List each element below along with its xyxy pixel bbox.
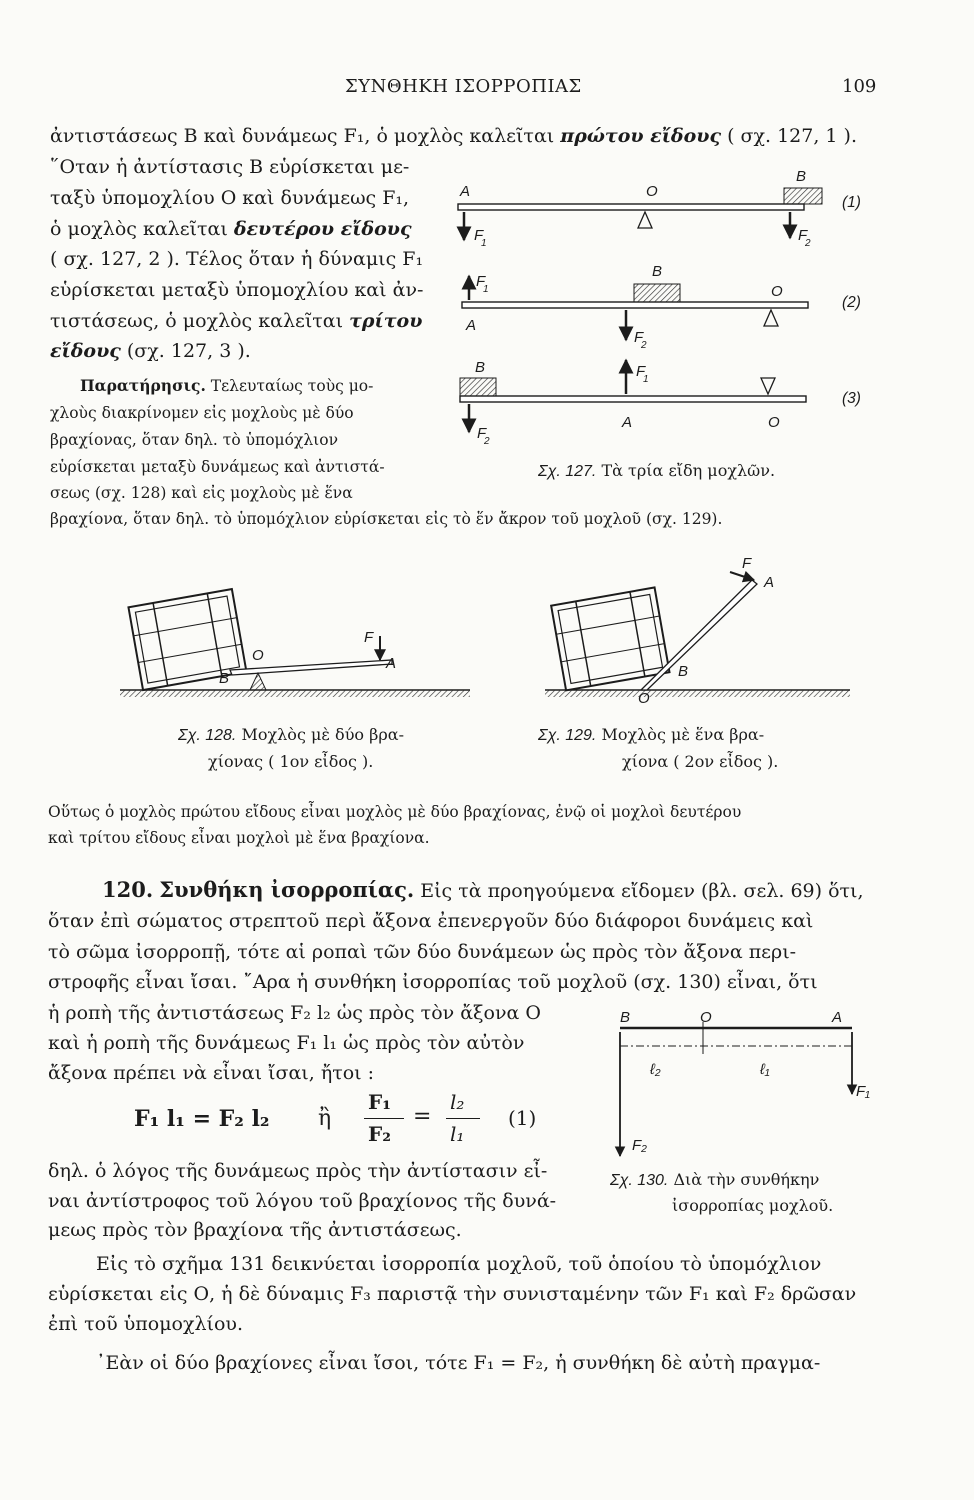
label-f: F bbox=[798, 227, 808, 244]
remark-line-1: Παρατήρησις. Τελευταίως τοὺς μο- bbox=[80, 376, 374, 395]
label-b: B bbox=[475, 359, 486, 376]
label-b: B bbox=[219, 670, 230, 687]
after-eq-line-2: ναι ἀντίστροφος τοῦ λόγου τοῦ βραχίονος τῆς δυνά- bbox=[48, 1190, 557, 1212]
lever-second-kind bbox=[462, 263, 808, 351]
resistance-block bbox=[784, 188, 822, 204]
resistance-block bbox=[634, 284, 680, 302]
equation-or: ἢ bbox=[318, 1106, 332, 1131]
remark-line-6: βραχίονα, ὅταν δηλ. τὸ ὑπομόχλιον εὑρίσκεται εἰς τὸ ἕν ἄκρον τοῦ μοχλοῦ (σχ. 129). bbox=[50, 510, 723, 528]
section-line-3: τὸ σῶμα ἰσορροπῇ, τότε αἱ ροπαὶ τῶν δύο δυνάμεων ὡς πρὸς τὸν ἄξονα περι- bbox=[48, 941, 797, 963]
para131-line-1: Εἰς τὸ σχῆμα 131 δεικνύεται ἰσορροπία μοχλοῦ, τοῦ ὁποίου τὸ ὑπομόχλιον bbox=[96, 1253, 822, 1275]
intro-line-3: ταξὺ ὑπομοχλίου Ο καὶ δυνάμεως F₁, bbox=[50, 187, 410, 209]
lever-first-kind bbox=[458, 168, 822, 249]
section-line-4: στροφῆς εἶναι ἴσαι. ῎Αρα ἡ συνθήκη ἰσορροπίας τοῦ μοχλοῦ (σχ. 130) εἶναι, ὅτι bbox=[48, 971, 818, 993]
label-f: F bbox=[636, 363, 646, 380]
section-title: Συνθήκη ἰσορροπίας. bbox=[159, 877, 415, 902]
label-f: F bbox=[364, 629, 374, 646]
label-sub-2: 2 bbox=[805, 238, 811, 249]
label-sub-2: 2 bbox=[641, 340, 647, 351]
intro-line-6: εὑρίσκεται μεταξὺ ὑπομοχλίου καὶ ἀν- bbox=[50, 279, 424, 301]
fulcrum-icon bbox=[250, 673, 266, 690]
lever-tag-2: (2) bbox=[842, 294, 861, 311]
intro-line-2: ῞Οταν ἡ ἀντίστασις Β εὑρίσκεται με- bbox=[50, 156, 410, 178]
equation-equals: = bbox=[413, 1104, 432, 1129]
intro-line-4: ὁ μοχλὸς καλεῖται δευτέρου εἴδους bbox=[50, 218, 412, 240]
label-sub-1: 1 bbox=[481, 238, 487, 249]
label-b: B bbox=[678, 663, 689, 680]
fraction-denominator-1: F₂ bbox=[368, 1122, 391, 1146]
fraction-numerator-1: F₁ bbox=[368, 1090, 391, 1114]
fraction-bar-2 bbox=[446, 1118, 480, 1119]
label-f: F bbox=[474, 227, 484, 244]
remark-line-5: σεως (σχ. 128) καὶ εἰς μοχλοὺς μὲ ἕνα bbox=[50, 484, 353, 502]
label-a: A bbox=[466, 317, 477, 334]
figure-129 bbox=[545, 555, 850, 707]
intro-line-1: ἀντιστάσεως Β καὶ δυνάμεως F₁, ὁ μοχλὸς καλεῖται πρώτου εἴδους ( σχ. 127, 1 ). bbox=[50, 125, 858, 147]
label-o: O bbox=[700, 1009, 712, 1026]
label-f1: F₁ bbox=[856, 1083, 870, 1100]
lever-tag-3: (3) bbox=[842, 390, 861, 407]
fig127-caption: Σχ. 127. Τὰ τρία εἴδη μοχλῶν. bbox=[538, 461, 776, 480]
label-l2: ℓ₂ bbox=[650, 1061, 661, 1078]
fig128-caption-line-1: Σχ. 128. Μοχλὸς μὲ δύο βρα- bbox=[178, 725, 404, 744]
remark-line-2: χλοὺς διακρίνομεν εἰς μοχλοὺς μὲ δύο bbox=[50, 404, 354, 422]
fig129-caption-line-2: χίονα ( 2ον εἶδος ). bbox=[622, 752, 779, 771]
section-number: 120. bbox=[102, 877, 154, 902]
fraction-numerator-2: l₂ bbox=[450, 1090, 465, 1114]
equation-tag: (1) bbox=[508, 1106, 537, 1130]
fig129-caption-line-1: Σχ. 129. Μοχλὸς μὲ ἕνα βρα- bbox=[538, 725, 765, 744]
remark-line-4: εὑρίσκεται μεταξὺ δυνάμεως καὶ ἀντιστά- bbox=[50, 458, 385, 476]
label-a: A bbox=[386, 655, 397, 672]
figure-128 bbox=[120, 589, 470, 697]
fulcrum-icon bbox=[638, 212, 652, 228]
label-a: A bbox=[460, 183, 471, 200]
para131-line-2: εὑρίσκεται εἰς Ο, ἡ δὲ δύναμις F₃ παριστᾷ τὴν συνισταμένην τῶν F₁ καὶ F₂ δρῶσαν bbox=[48, 1283, 857, 1305]
label-o: O bbox=[768, 414, 780, 431]
page-number: 109 bbox=[842, 76, 877, 97]
intro-line-8: εἴδους (σχ. 127, 3 ). bbox=[50, 340, 251, 362]
after-eq-line-3: μεως πρὸς τὸν βραχίονα τῆς ἀντιστάσεως. bbox=[48, 1219, 462, 1241]
label-o: O bbox=[252, 647, 264, 664]
intro-line-7: τιστάσεως, ὁ μοχλὸς καλεῖται τρίτου bbox=[50, 310, 423, 332]
label-l1: ℓ₁ bbox=[760, 1061, 770, 1078]
section-line-6: καὶ ἡ ροπὴ τῆς δυνάμεως F₁ l₁ ὡς πρὸς τὸν αὐτὸν bbox=[48, 1032, 525, 1054]
running-header-title: ΣΥΝΘΗΚΗ ΙΣΟΡΡΟΠΙΑΣ bbox=[345, 76, 582, 97]
lever-third-kind bbox=[460, 359, 806, 447]
label-b: B bbox=[652, 263, 663, 280]
para131-line-3: ἐπὶ τοῦ ὑπομοχλίου. bbox=[48, 1313, 244, 1335]
label-f: F bbox=[634, 329, 644, 346]
fig130-caption-line-1: Σχ. 130. Διὰ τὴν συνθήκην bbox=[610, 1170, 820, 1189]
label-f: F bbox=[742, 555, 752, 572]
lever-tag-1: (1) bbox=[842, 194, 861, 211]
resistance-block bbox=[460, 378, 496, 396]
fig128-caption-line-2: χίονας ( 1ον εἶδος ). bbox=[208, 752, 374, 771]
summary-line-2: καὶ τρίτου εἴδους εἶναι μοχλοὶ μὲ ἕνα βραχίονα. bbox=[48, 829, 430, 847]
label-f: F bbox=[476, 273, 486, 290]
section-line-2: ὅταν ἐπὶ σώματος στρεπτοῦ περὶ ἄξονα ἐπενεργοῦν δύο διάφοροι δυνάμεις καὶ bbox=[48, 910, 814, 932]
intro-line-5: ( σχ. 127, 2 ). Τέλος ὅταν ἡ δύναμις F₁ bbox=[50, 248, 424, 270]
ground-hatching bbox=[545, 690, 850, 697]
fig130-caption-line-2: ἰσορροπίας μοχλοῦ. bbox=[672, 1196, 834, 1215]
label-sub-1: 1 bbox=[643, 374, 649, 385]
label-sub-2: 2 bbox=[484, 436, 490, 447]
label-o: O bbox=[771, 283, 783, 300]
label-a: A bbox=[622, 414, 633, 431]
ground-hatching bbox=[120, 690, 470, 697]
remark-line-3: βραχίονας, ὅταν δηλ. τὸ ὑπομόχλιον bbox=[50, 431, 339, 449]
fulcrum-icon bbox=[761, 378, 775, 394]
label-f: F bbox=[477, 425, 487, 442]
summary-line-1: Οὕτως ὁ μοχλὸς πρώτου εἴδους εἶναι μοχλὸς μὲ δύο βραχίονας, ἐνῷ οἱ μοχλοὶ δευτέρου bbox=[48, 803, 742, 821]
lever-bar bbox=[641, 580, 757, 690]
last-line: ᾿Εὰν οἱ δύο βραχίονες εἶναι ἴσοι, τότε F₁ = F₂, ἡ συνθήκη δὲ αὐτὴ πραγμα- bbox=[96, 1352, 821, 1374]
label-o: O bbox=[638, 690, 650, 707]
force-arrow bbox=[730, 572, 754, 580]
fulcrum-icon bbox=[764, 310, 778, 326]
figure-130 bbox=[620, 1009, 870, 1156]
fraction-denominator-2: l₁ bbox=[450, 1122, 465, 1146]
label-f2: F₂ bbox=[632, 1137, 647, 1154]
after-eq-line-1: δηλ. ὁ λόγος τῆς δυνάμεως πρὸς τὴν ἀντίστασιν εἶ- bbox=[48, 1160, 548, 1182]
label-a: A bbox=[764, 574, 775, 591]
label-sub-1: 1 bbox=[483, 284, 489, 295]
section-line-7: ἄξονα πρέπει νὰ εἶναι ἴσαι, ἤτοι : bbox=[48, 1062, 375, 1084]
label-b: B bbox=[620, 1009, 631, 1026]
label-a: A bbox=[832, 1009, 843, 1026]
label-b: B bbox=[796, 168, 807, 185]
equation-lhs: F₁ l₁ = F₂ l₂ bbox=[134, 1106, 270, 1132]
section-line-5: ἡ ροπὴ τῆς ἀντιστάσεως F₂ l₂ ὡς πρὸς τὸν ἄξονα Ο bbox=[48, 1002, 541, 1024]
crate bbox=[551, 587, 669, 690]
fraction-bar-1 bbox=[364, 1118, 404, 1119]
label-o: O bbox=[646, 183, 658, 200]
section-heading-line: 120. Συνθήκη ἰσορροπίας. Εἰς τὰ προηγούμενα εἴδομεν (βλ. σελ. 69) ὅτι, bbox=[102, 877, 864, 902]
